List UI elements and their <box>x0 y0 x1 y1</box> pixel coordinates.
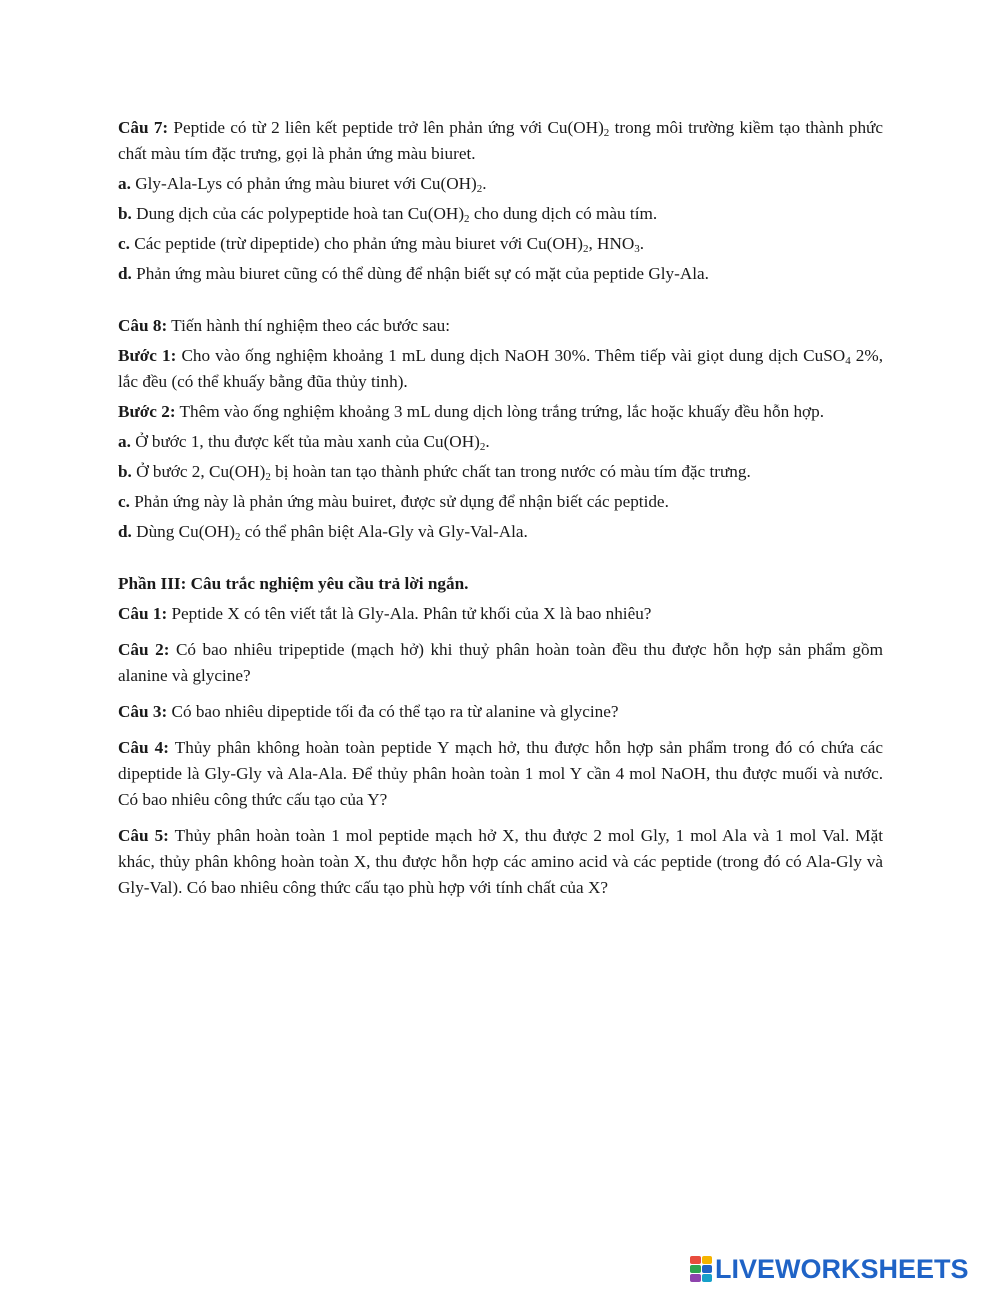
logo-tile <box>690 1265 701 1273</box>
part-3-question-2: Câu 2: Có bao nhiêu tripeptide (mạch hở) khi thuỷ phân hoàn toàn đều thu được hỗn hợp sản phẩm gồm alanine và glycine? <box>118 640 883 685</box>
question-7-option-a: a. Gly-Ala-Lys có phản ứng màu biuret với $Cu(OH)_2$. <box>118 174 487 195</box>
liveworksheets-logo-text: LIVEWORKSHEETS <box>715 1254 969 1284</box>
logo-tile <box>702 1265 713 1273</box>
question-7-option-b: b. Dung dịch của các polypeptide hoà $\tan Cu(OH)_2$ cho dung dịch có màu tím. <box>118 204 658 225</box>
part-3-question-5: Câu 5: Thủy phân hoàn toàn 1 mol peptide mạch hở X, thu được 2 mol Gly, 1 mol Ala và 1 mol Val. Mặt khác, thủy phân không hoàn toàn X, thu được hỗn hợp các amino acid và các peptide (trong đó có Ala-Gly và Gly-Val). Có bao nhiêu công thức cấu tạo phù hợp với tính chất của X? <box>118 826 883 897</box>
question-7-stem: Câu 7: Peptide có từ 2 liên kết peptide trở lên phản ứng với $Cu(OH)_2$ trong môi trường kiềm tạo thành phức chất màu tím đặc trưng, gọi là phản ứng màu biuret. <box>118 118 883 163</box>
question-8-step-2: Bước 2: Thêm vào ống nghiệm khoảng 3 mL dung dịch lòng trắng trứng, lắc hoặc khuấy đều hỗn hợp. <box>118 402 825 421</box>
question-8-stem: Câu 8: Tiến hành thí nghiệm theo các bước sau: <box>118 316 451 335</box>
liveworksheets-logo <box>690 1254 969 1284</box>
question-7-option-d: d. Phản ứng màu biuret cũng có thể dùng để nhận biết sự có mặt của peptide Gly-Ala. <box>118 264 709 283</box>
part-3-heading: Phần III: Câu trắc nghiệm yêu cầu trả lời ngắn. <box>118 574 469 593</box>
logo-tile <box>690 1256 701 1264</box>
part-3-question-3: Câu 3: Có bao nhiêu dipeptide tối đa có thể tạo ra từ alanine và glycine? <box>118 702 619 721</box>
question-8-option-c: c. Phản ứng này là phản ứng màu buiret, được sử dụng để nhận biết các peptide. <box>118 492 669 511</box>
worksheet-page <box>118 115 883 905</box>
liveworksheets-logo-icon <box>690 1256 712 1282</box>
question-7-option-c: c. Các peptide (trừ dipeptide) cho phản ứng màu biuret với $Cu(OH)_2$, $HNO_3$. <box>118 234 645 255</box>
logo-tile <box>690 1274 701 1282</box>
question-8-option-d: d. Dùng $Cu(OH)_2$ có thể phân biệt Ala-Gly và Gly-Val-Ala. <box>118 522 528 543</box>
question-8-option-a: a. Ở bước 1, thu được kết tủa màu xanh của $Cu(OH)_2$. <box>118 432 490 453</box>
logo-tile <box>702 1256 713 1264</box>
question-8-step-1: Bước 1: Cho vào ống nghiệm khoảng 1 mL dung dịch NaOH 30%. Thêm tiếp vài giọt dung dịch CuSO$_4$ 2%, lắc đều (có thể khuấy bằng đũa thủy tinh). <box>118 346 883 391</box>
logo-tile <box>702 1274 713 1282</box>
part-3-question-1: Câu 1: Peptide X có tên viết tắt là Gly-Ala. Phân tử khối của X là bao nhiêu? <box>118 604 652 623</box>
question-8-option-b: b. Ở bước 2, $Cu(OH)_2$ bị hoàn tan tạo thành phức chất tan trong nước có màu tím đặc trưng. <box>118 462 751 483</box>
part-3-question-4: Câu 4: Thủy phân không hoàn toàn peptide Y mạch hở, thu được hỗn hợp sản phẩm trong đó có chứa các dipeptide là Gly-Gly và Ala-Ala. Để thủy phân hoàn toàn 1 mol Y cần 4 mol NaOH, thu được muối và nước. Có bao nhiêu công thức cấu tạo của Y? <box>118 738 883 809</box>
